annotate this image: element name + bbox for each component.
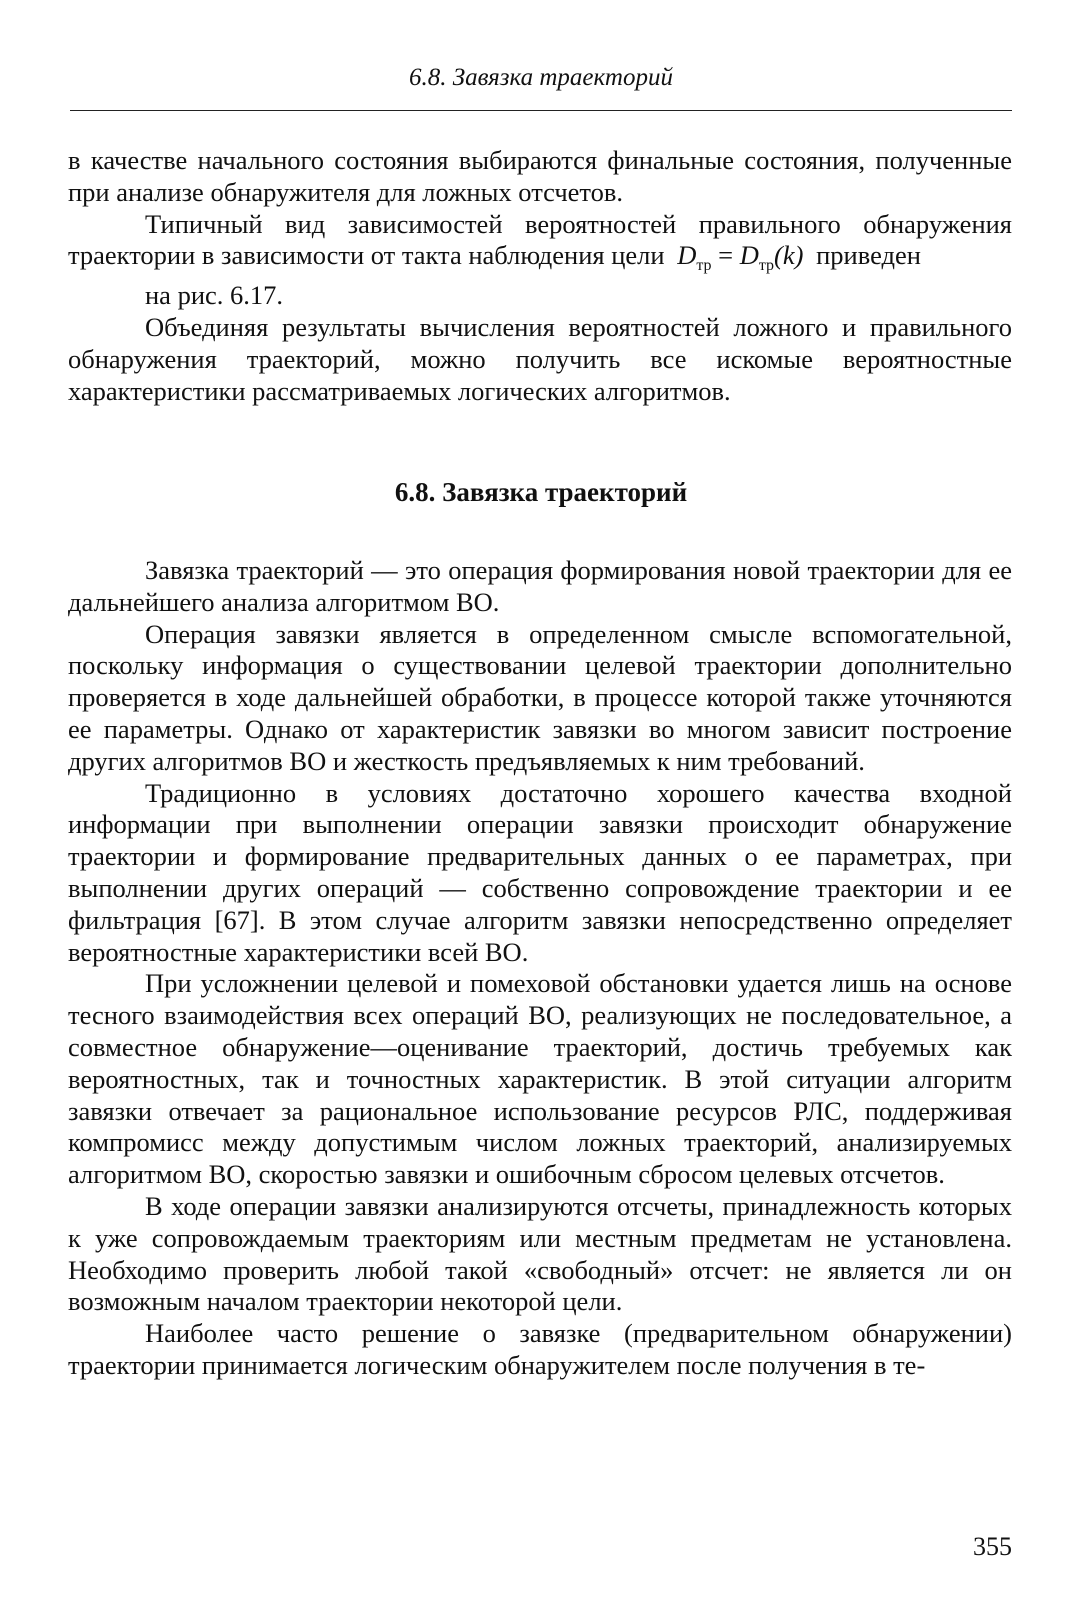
running-header: 6.8. Завязка траекторий xyxy=(409,64,673,91)
formula-rhs-subscript: тр xyxy=(758,257,775,275)
section-title: 6.8. Завязка траекторий xyxy=(394,477,688,507)
formula xyxy=(671,240,809,275)
paragraph: Традиционно в условиях достаточно хорошего качества входной информации при выполнении операции завязки происходит обнаружение траектории и формирование предварительных данных о ее параметрах, при выполнении других операций — собственно сопровождение траектории и ее фильтрация [67]. В этом случае алгоритм завязки непосредственно определяет вероятностные характеристики всей ВО. xyxy=(68,777,1012,967)
paragraph: Операция завязки является в определенном смысле вспомогательной, поскольку информация о существовании целевой траектории дополнительно проверяется в ходе дальнейшей обработки, в процессе которой также уточняются ее параметры. Однако от характеристик завязки во многом зависит построение других алгоритмов ВО и жесткость предъявляемых к ним требований. xyxy=(68,618,1012,776)
formula-lhs-subscript: тр xyxy=(696,257,712,275)
formula-equals: = xyxy=(711,240,740,271)
paragraph-with-formula xyxy=(68,209,1012,312)
formula-lhs: D xyxy=(677,240,697,271)
paragraph: При усложнении целевой и помеховой обстановки удается лишь на основе тесного взаимодействия всех операций ВО, реализующих не последовательное, а совместное обнаружение—оценивание траекторий, достичь требуемых как вероятностных, так и точностных характеристик. В этой ситуации алгоритм завязки отвечает за рациональное использование ресурсов РЛС, поддерживая компромисс между допустимым числом ложных траекторий, анализируемых алгоритмом ВО, скоростью завязки и ошибочным сбросом целевых отсчетов. xyxy=(68,968,1012,1190)
paragraph-text: Типичный вид зависимостей вероятностей правильного обнаружения траектории в зависимости от такта наблюдения цели xyxy=(68,208,1012,271)
paragraph: В ходе операции завязки анализируются отсчеты, принадлежность которых к уже сопровождаемым траекториям или местным предметам не установлена. Необходимо проверить любой такой «свободный» отсчет: не является ли он возможным началом траектории некоторой цели. xyxy=(68,1190,1012,1317)
page-number: 355 xyxy=(973,1532,1012,1561)
intro-text-block xyxy=(68,145,1012,407)
paragraph: Объединяя результаты вычисления вероятностей ложного и правильного обнаружения траекторий, можно получить все искомые вероятностные характеристики рассматриваемых логических алгоритмов. xyxy=(68,311,1012,406)
paragraph: в качестве начального состояния выбираются финальные состояния, полученные при анализе обнаружителя для ложных отсчетов. xyxy=(68,145,1012,207)
formula-rhs: D xyxy=(739,240,759,271)
formula-argument: (k) xyxy=(774,240,804,271)
header-rule xyxy=(70,110,1012,111)
paragraph: Наиболее часто решение о завязке (предварительном обнаружении) траектории принимается логическим обнаружителем после получения в те- xyxy=(68,1318,1012,1380)
section-text-block xyxy=(68,555,1012,1382)
paragraph: Завязка траекторий — это операция формирования новой траектории для ее дальнейшего анализа алгоритмом ВО. xyxy=(68,555,1012,617)
paragraph-text: приведен xyxy=(816,240,921,271)
paragraph-text: на рис. 6.17. xyxy=(145,280,284,311)
